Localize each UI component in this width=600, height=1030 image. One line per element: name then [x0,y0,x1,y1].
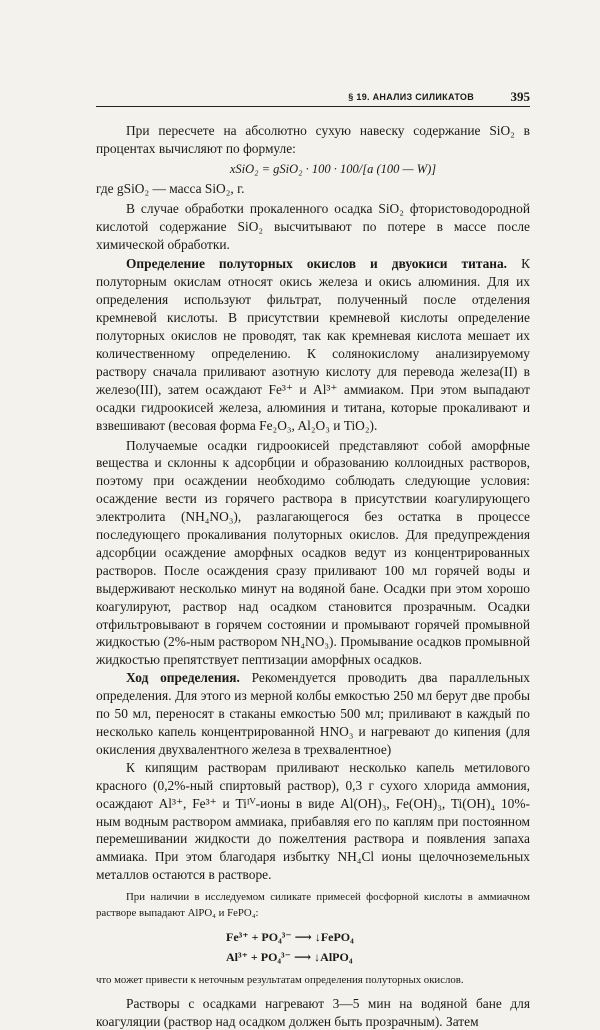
running-title: § 19. АНАЛИЗ СИЛИКАТОВ [348,92,474,102]
paragraph-sesquioxides [96,255,530,434]
note-phosphate: При наличии в исследуемом силикате примесей фосфорной кислоты в аммиачном растворе выпадают AlPO₄ и FePO₄: [96,891,530,919]
paragraph-hydroxides: Получаемые осадки гидроокисей представляют собой аморфные вещества и склонны к адсорбции и образованию коллоидных растворов, поэтому при осаждении необходимо соблюдать следующие условия: осаждение вести из горячего раствора в присутствии коагулирующего электролита (NH₄NO₃), разлагающегося без остатка в процессе последующего прокаливания полуторных окислов. Для предупреждения адсорбции осаждение аморфных осадков ведут из концентрированных растворов. После осаждения сразу приливают 100 мл горячей воды и выдерживают несколько минут на водяной бане. Осадки при этом хорошо коагулируют, раствор над осадком становится прозрачным. Осадки отфильтровывают в горячем состоянии и промывают горячей промывной жидкостью (2%-ным раствором NH₄NO₃). Промывание осадков промывной жидкостью препятствует пептизации аморфных осадков. [96,437,530,668]
paragraph-procedure-text: Рекомендуется проводить два параллельных определения. Для этого из мерной колбы емкостью 250 мл берут две пробы по 50 мл, переносят в стаканы емкостью 500 мл; приливают в каждый по несколько капель концентрированной HNO₃ и нагревают до кипения (для окисления двухвалентного железа в трехвалентное) [96,670,530,757]
paragraph-sesquioxides-text: К полуторным окислам относят окись железа и окись алюминия. Для их определения используют фильтрат, полученный после отделения кремневой кислоты. В присутствии кремневой кислоты определение полуторных окислов не проводят, так как кремневая кислота мешает их количественному определению. К солянокислому анализируемому раствору сначала приливают азотную кислоту для перевода железа(II) в железо(III), затем осаждают Fe³⁺ и Al³⁺ аммиаком. При этом выпадают осадки гидроокисей железа, алюминия и титана, которые прокаливают и взвешивают (весовая форма Fe₂O₃, Al₂O₃ и TiO₂). [96,256,531,433]
reaction-equations [226,927,530,967]
formula-explanation: где gSiO₂ — масса SiO₂, г. [96,180,245,196]
section-heading-sesquioxides: Определение полуторных окислов и двуокиси титана. [126,256,508,272]
section-heading-procedure: Ход определения. [126,670,240,686]
page-header [96,88,530,107]
equation-fepo4: Fe³⁺ + PO₄³⁻ ⟶ ↓FePO₄ [226,930,354,945]
paragraph-coagulation: Растворы с осадками нагревают 3—5 мин на водяной бане для коагуляции (раствор над осадком должен быть прозрачным). Затем [96,995,530,1029]
page-body [96,122,530,1030]
paragraph-hf-treatment: В случае обработки прокаленного осадка SiO₂ фтористоводородной кислотой содержание SiO₂ высчитывают по потере в массе после химической обработки. [96,200,530,252]
paragraph-dry-weight: При пересчете на абсолютно сухую навеску содержание SiO₂ в процентах вычисляют по формуле: [96,123,530,156]
formula-sio2: xSiO₂ = gSiO₂ · 100 · 100/[a (100 — W)] [229,161,437,176]
paragraph-precipitation: К кипящим растворам приливают несколько капель метилового красного (0,2%-ный спиртовый раствор), 0,3 г сухого хлорида аммония, осаждают Al³⁺, Fe³⁺ и Tiᴵⱽ-ионы в виде Al(OH)₃, Fe(OH)₃, Ti(OH)₄ 10%-ным водным раствором аммиака, прибавляя его по каплям при постоянном перемешивании жидкости до пожелтения раствора и появления запаха аммиака. При этом благодаря избытку NH₄Cl ионы щелочноземельных металлов остаются в растворе. [96,759,530,883]
note-phosphate-consequence: что может привести к неточным результатам определения полуторных окислов. [96,974,464,987]
paragraph-procedure [96,669,530,759]
equation-alpo4: Al³⁺ + PO₄³⁻ ⟶ ↓AlPO₄ [226,950,353,965]
page-number: 395 [510,89,530,104]
